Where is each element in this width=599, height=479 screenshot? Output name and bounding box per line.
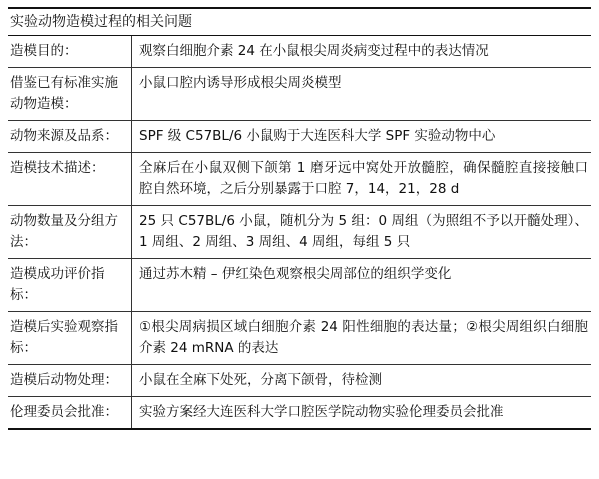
table-row <box>8 365 591 397</box>
row-value: 小鼠口腔内诱导形成根尖周炎模型 <box>132 68 592 121</box>
row-value: 25 只 C57BL/6 小鼠，随机分为 5 组：0 周组（为照组不予以开髓处理）、1 周组、2 周组、3 周组、4 周组，每组 5 只 <box>132 206 592 259</box>
table-row <box>8 68 591 121</box>
row-value: 实验方案经大连医科大学口腔医学院动物实验伦理委员会批准 <box>132 397 592 430</box>
table-row <box>8 206 591 259</box>
row-label: 造模后动物处理： <box>8 365 132 397</box>
row-label: 动物来源及品系： <box>8 121 132 153</box>
table-title: 实验动物造模过程的相关问题 <box>8 7 591 36</box>
row-value: 通过苏木精 – 伊红染色观察根尖周部位的组织学变化 <box>132 259 592 312</box>
table-row <box>8 259 591 312</box>
table-row <box>8 153 591 206</box>
table-row <box>8 36 591 68</box>
row-value: 小鼠在全麻下处死，分离下颌骨，待检测 <box>132 365 592 397</box>
info-table <box>8 36 591 430</box>
row-label: 造模后实验观察指标： <box>8 312 132 365</box>
row-value: SPF 级 C57BL/6 小鼠购于大连医科大学 SPF 实验动物中心 <box>132 121 592 153</box>
table-row <box>8 397 591 430</box>
row-value: 全麻后在小鼠双侧下颌第 1 磨牙远中窝处开放髓腔，确保髓腔直接接触口腔自然环境，之后分别暴露于口腔 7，14，21，28 d <box>132 153 592 206</box>
row-label: 伦理委员会批准： <box>8 397 132 430</box>
row-label: 造模技术描述： <box>8 153 132 206</box>
row-label: 动物数量及分组方法： <box>8 206 132 259</box>
row-label: 造模目的： <box>8 36 132 68</box>
table-row <box>8 312 591 365</box>
row-label: 造模成功评价指标： <box>8 259 132 312</box>
row-value: ①根尖周病损区域白细胞介素 24 阳性细胞的表达量；②根尖周组织白细胞介素 24 mRNA 的表达 <box>132 312 592 365</box>
table-row <box>8 121 591 153</box>
row-label: 借鉴已有标准实施动物造模： <box>8 68 132 121</box>
row-value: 观察白细胞介素 24 在小鼠根尖周炎病变过程中的表达情况 <box>132 36 592 68</box>
